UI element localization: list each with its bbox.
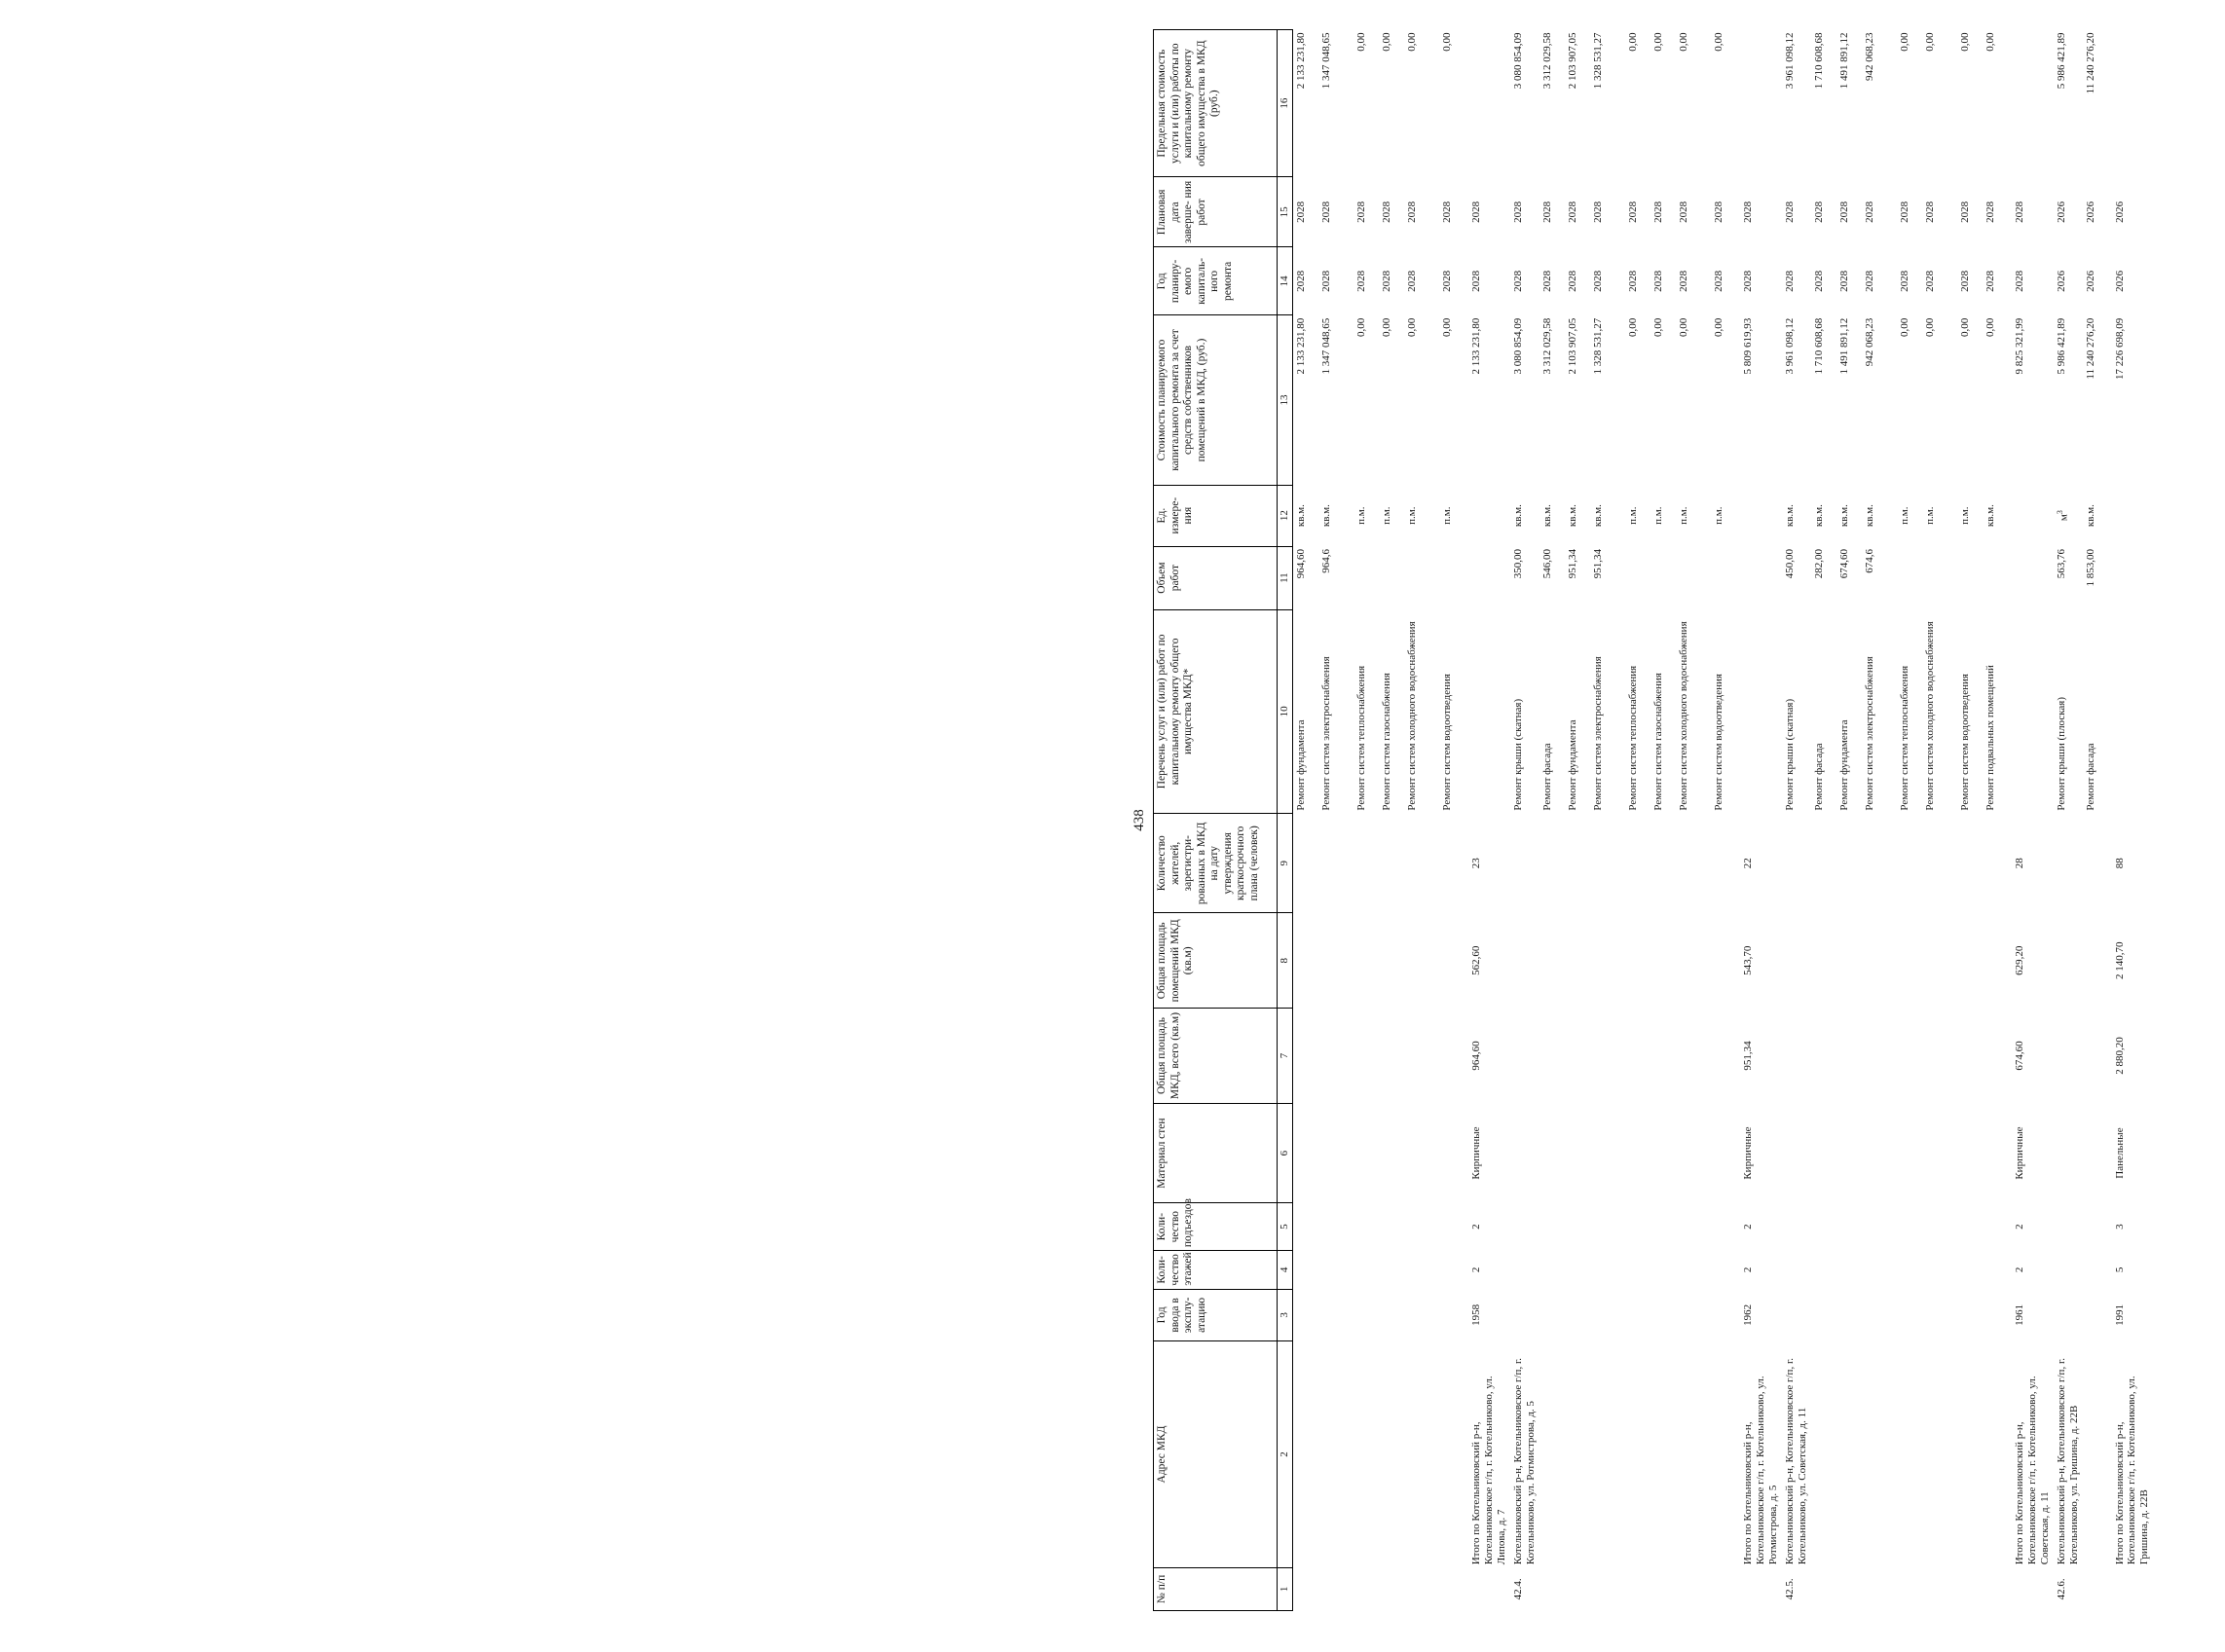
work-unit: кв.м. <box>1511 504 1524 528</box>
work-unit: п.м. <box>1898 506 1910 525</box>
floors: 2 <box>2013 1267 2025 1273</box>
table-row <box>1318 30 1354 1611</box>
unit-exponent: 3 <box>2055 510 2064 515</box>
work-type: Ремонт фасада <box>2084 743 2096 811</box>
completion-date: 2028 <box>1958 201 1971 223</box>
repair-year: 2028 <box>1837 270 1850 292</box>
work-cost: 1 328 531,27 <box>1591 317 1604 375</box>
work-volume: 350,00 <box>1511 549 1524 579</box>
completion-date: 2028 <box>1783 201 1796 223</box>
floors: 5 <box>2113 1267 2126 1273</box>
work-volume <box>1711 546 1736 609</box>
completion-date: 2028 <box>1837 201 1850 223</box>
total-label: Итого по Котельниковский р-н, Котельниковское г/п, г. Котельниково, ул. Липова, д. 7 <box>1469 1376 1507 1565</box>
limit-cost: 0,00 <box>1380 32 1392 52</box>
work-volume: 450,00 <box>1783 549 1796 579</box>
completion-date: 2028 <box>1405 201 1418 223</box>
work-volume <box>1650 546 1676 609</box>
limit-cost: 0,00 <box>1626 32 1639 52</box>
row-number: 42.4. <box>1511 1578 1524 1600</box>
building-address: Котельниковский р-н, Котельниковское г/п, г. Котельниково, ул. Советская, д. 11 <box>1783 1358 1808 1565</box>
year-built: 1962 <box>1741 1303 1754 1326</box>
table-row <box>1590 30 1625 1611</box>
limit-cost: 0,00 <box>1405 32 1418 52</box>
work-volume <box>1957 546 1983 609</box>
column-number: 6 <box>1278 1103 1293 1202</box>
building-address: Котельниковский р-н, Котельниковское г/п, г. Котельниково, ул. Ротмистрова, д. 5 <box>1511 1358 1537 1565</box>
work-cost: 0,00 <box>1898 317 1910 337</box>
total-cost: 17 226 698,09 <box>2113 317 2126 380</box>
header-cell: Количество жителей, зарегистри- рованных в МКД на дату утверждения краткосрочного плана (человек) <box>1154 814 1278 913</box>
table-row <box>1404 30 1439 1611</box>
header-cell: Коли- чество этажей <box>1154 1251 1278 1290</box>
work-unit: п.м. <box>1923 506 1936 525</box>
work-volume: 674,6 <box>1863 549 1875 573</box>
completion-date: 2026 <box>2084 201 2096 223</box>
repair-year: 2028 <box>1898 270 1910 292</box>
rooms-area: 2 140,70 <box>2113 941 2126 980</box>
work-type: Ремонт систем водоотведения <box>1440 674 1453 811</box>
table-row <box>1811 30 1836 1611</box>
wall-material: Кирпичные <box>1741 1126 1754 1180</box>
header-cell: Перечень услуг и (или) работ по капитальному ремонту общего имущества МКД* <box>1154 609 1278 813</box>
limit-cost: 11 240 276,20 <box>2084 32 2096 94</box>
column-number: 2 <box>1278 1341 1293 1568</box>
work-cost: 2 103 907,05 <box>1566 317 1578 375</box>
wall-material: Кирпичные <box>1469 1126 1482 1180</box>
work-type: Ремонт систем холодного водоснабжения <box>1405 621 1418 811</box>
work-cost: 2 133 231,80 <box>1294 317 1307 375</box>
work-type: Ремонт фундамента <box>1294 719 1307 811</box>
completion-date: 2028 <box>1469 201 1482 223</box>
table-row <box>1354 30 1379 1611</box>
header-cell: Год планиру- емого капиталь- ного ремонта <box>1154 247 1278 315</box>
work-type: Ремонт крыши (плоская) <box>2055 696 2067 811</box>
residents: 88 <box>2113 858 2126 869</box>
repair-year: 2028 <box>1380 270 1392 292</box>
repair-year: 2028 <box>1294 270 1307 292</box>
column-number: 7 <box>1278 1009 1293 1104</box>
total-row <box>2108 30 2154 1611</box>
work-unit: кв.м. <box>1540 504 1553 528</box>
work-type: Ремонт систем холодного водоснабжения <box>1677 621 1689 811</box>
work-volume <box>1625 546 1650 609</box>
completion-date: 2028 <box>1566 201 1578 223</box>
header-cell: Коли- чество подъездов <box>1154 1203 1278 1251</box>
repair-year: 2028 <box>1511 270 1524 292</box>
completion-date: 2028 <box>1741 201 1754 223</box>
repair-year: 2026 <box>2055 270 2067 292</box>
repair-year: 2028 <box>1863 270 1875 292</box>
residents: 23 <box>1469 858 1482 869</box>
work-volume: 964,6 <box>1319 549 1332 573</box>
residents: 22 <box>1741 858 1754 869</box>
header-cell: Объем работ <box>1154 546 1278 609</box>
work-unit: кв.м. <box>2084 504 2096 528</box>
work-type: Ремонт систем теплоснабжения <box>1898 665 1910 811</box>
repair-year: 2028 <box>1319 270 1332 292</box>
entrances: 2 <box>2013 1224 2025 1230</box>
completion-date: 2028 <box>1812 201 1825 223</box>
limit-cost: 0,00 <box>1712 32 1724 52</box>
column-number-row <box>1278 30 1293 1611</box>
rooms-area: 543,70 <box>1741 945 1754 975</box>
total-row <box>1465 30 1510 1611</box>
work-type: Ремонт систем холодного водоснабжения <box>1923 621 1936 811</box>
column-number: 8 <box>1278 913 1293 1009</box>
total-cost: 5 809 619,93 <box>1741 317 1754 375</box>
total-label: Итого по Котельниковский р-н, Котельниковское г/п, г. Котельниково, ул. Гришина, д. 22В <box>2113 1376 2151 1565</box>
repair-year: 2028 <box>1783 270 1796 292</box>
repair-year: 2028 <box>1677 270 1689 292</box>
work-volume <box>1676 546 1711 609</box>
table-row <box>1625 30 1650 1611</box>
limit-cost: 3 961 098,12 <box>1783 32 1796 90</box>
table-row <box>1539 30 1565 1611</box>
building-address: Котельниковский р-н, Котельниковское г/п, г. Котельниково, ул. Гришина, д. 22В <box>2055 1358 2080 1565</box>
header-cell: Стоимость планируемого капитального ремонта за счет средств собственников помещений в МКД, (руб.) <box>1154 315 1278 485</box>
table-row <box>1897 30 1922 1611</box>
completion-date: 2028 <box>1923 201 1936 223</box>
total-area: 964,60 <box>1469 1041 1482 1071</box>
limit-cost: 0,00 <box>1898 32 1910 52</box>
completion-date: 2028 <box>2013 201 2025 223</box>
completion-date: 2028 <box>1440 201 1453 223</box>
completion-date: 2028 <box>1863 201 1875 223</box>
total-label: Итого по Котельниковский р-н, Котельниковское г/п, г. Котельниково, ул. Советская, д. 11 <box>2013 1376 2051 1565</box>
repair-year: 2028 <box>1626 270 1639 292</box>
work-cost: 0,00 <box>1677 317 1689 337</box>
completion-date: 2028 <box>1626 201 1639 223</box>
work-type: Ремонт подвальных помещений <box>1984 665 1996 811</box>
limit-cost: 0,00 <box>1440 32 1453 52</box>
work-volume: 674,60 <box>1837 549 1850 579</box>
column-number: 15 <box>1278 177 1293 247</box>
entrances: 2 <box>1469 1224 1482 1230</box>
total-row <box>1736 30 1782 1611</box>
header-cell: Адрес МКД <box>1154 1341 1278 1568</box>
limit-cost: 0,00 <box>1958 32 1971 52</box>
work-cost: 3 961 098,12 <box>1783 317 1796 375</box>
table-row <box>1379 30 1404 1611</box>
work-unit: п.м. <box>1405 506 1418 525</box>
total-area: 674,60 <box>2013 1041 2025 1071</box>
table-row <box>1957 30 1983 1611</box>
work-unit: п.м. <box>1651 506 1664 525</box>
column-number: 16 <box>1278 30 1293 177</box>
rooms-area: 562,60 <box>1469 945 1482 975</box>
completion-date: 2028 <box>1511 201 1524 223</box>
work-unit: п.м. <box>1380 506 1392 525</box>
limit-cost: 2 133 231,80 <box>1294 32 1307 90</box>
work-type: Ремонт фундамента <box>1566 719 1578 811</box>
work-volume: 964,60 <box>1294 549 1307 579</box>
page-number: 438 <box>1131 809 1147 831</box>
completion-date: 2028 <box>1651 201 1664 223</box>
column-number: 1 <box>1278 1567 1293 1610</box>
work-unit: п.м. <box>1677 506 1689 525</box>
wall-material: Кирпичные <box>2013 1126 2025 1180</box>
completion-date: 2028 <box>1984 201 1996 223</box>
work-unit: п.м. <box>1712 506 1724 525</box>
work-unit: кв.м. <box>1984 504 1996 528</box>
header-cell: Общая площадь помещений МКД (кв.м) <box>1154 913 1278 1009</box>
repair-year: 2028 <box>1540 270 1553 292</box>
table-row <box>2083 30 2108 1611</box>
work-cost: 942 068,23 <box>1863 317 1875 367</box>
repair-year: 2028 <box>1712 270 1724 292</box>
completion-date: 2028 <box>1319 201 1332 223</box>
column-number: 10 <box>1278 609 1293 813</box>
work-cost: 11 240 276,20 <box>2084 317 2096 380</box>
limit-cost: 0,00 <box>1651 32 1664 52</box>
row-number: 42.5. <box>1783 1578 1796 1600</box>
work-unit: п.м. <box>1440 506 1453 525</box>
work-type: Ремонт фундамента <box>1837 719 1850 811</box>
total-row <box>2008 30 2054 1611</box>
table-row <box>1782 30 1811 1611</box>
completion-date: 2028 <box>1898 201 1910 223</box>
residents: 28 <box>2013 858 2025 869</box>
header-cell: Год ввода в эксплу- атацию <box>1154 1289 1278 1341</box>
work-cost: 0,00 <box>1354 317 1367 337</box>
repair-year: 2026 <box>2084 270 2096 292</box>
table-row <box>1439 30 1465 1611</box>
total-area: 951,34 <box>1741 1041 1754 1071</box>
completion-date: 2028 <box>1380 201 1392 223</box>
total-cost: 9 825 321,99 <box>2013 317 2025 375</box>
work-type: Ремонт фасада <box>1812 743 1825 811</box>
table-row <box>1711 30 1736 1611</box>
repair-year: 2028 <box>2013 270 2025 292</box>
table-row <box>1650 30 1676 1611</box>
limit-cost: 1 347 048,65 <box>1319 32 1332 90</box>
column-number: 5 <box>1278 1203 1293 1251</box>
header-cell: Ед. измере- ния <box>1154 485 1278 546</box>
table-row <box>1862 30 1897 1611</box>
work-type: Ремонт систем водоотведения <box>1712 674 1724 811</box>
limit-cost: 942 068,23 <box>1863 32 1875 81</box>
column-number: 12 <box>1278 485 1293 546</box>
work-cost: 0,00 <box>1712 317 1724 337</box>
completion-date: 2028 <box>1591 201 1604 223</box>
limit-cost: 5 986 421,89 <box>2055 32 2067 90</box>
year-built: 1958 <box>1469 1303 1482 1326</box>
repair-year: 2028 <box>1958 270 1971 292</box>
work-type: Ремонт крыши (скатная) <box>1511 698 1524 811</box>
repair-year: 2028 <box>1651 270 1664 292</box>
work-volume <box>1983 546 2008 609</box>
work-volume: 951,34 <box>1566 549 1578 579</box>
repair-year: 2028 <box>1469 270 1482 292</box>
table-row <box>1676 30 1711 1611</box>
column-number: 14 <box>1278 247 1293 315</box>
row-number: 42.6. <box>2055 1578 2067 1600</box>
table-row <box>1922 30 1957 1611</box>
total-area: 2 880,20 <box>2113 1037 2126 1075</box>
header-cell: Плановая дата заверше- ния работ <box>1154 177 1278 247</box>
work-type: Ремонт фасада <box>1540 743 1553 811</box>
total-label: Итого по Котельниковский р-н, Котельниковское г/п, г. Котельниково, ул. Ротмистрова, д. 5 <box>1741 1376 1779 1565</box>
table-row <box>1510 30 1539 1611</box>
table-row <box>2054 30 2083 1611</box>
year-built: 1961 <box>2013 1303 2025 1326</box>
work-volume: 951,34 <box>1591 549 1604 579</box>
work-cost: 0,00 <box>1440 317 1453 337</box>
work-type: Ремонт систем водоотведения <box>1958 674 1971 811</box>
work-cost: 1 347 048,65 <box>1319 317 1332 375</box>
table-row <box>1292 30 1318 1611</box>
column-number: 11 <box>1278 546 1293 609</box>
column-number: 3 <box>1278 1289 1293 1341</box>
work-unit: п.м. <box>1958 506 1971 525</box>
work-cost: 0,00 <box>1984 317 1996 337</box>
limit-cost: 3 312 029,58 <box>1540 32 1553 90</box>
limit-cost: 2 103 907,05 <box>1566 32 1578 90</box>
unit-m: м <box>2058 514 2070 522</box>
completion-date: 2028 <box>1677 201 1689 223</box>
repair-year: 2026 <box>2113 270 2126 292</box>
work-type: Ремонт систем теплоснабжения <box>1354 665 1367 811</box>
work-cost: 0,00 <box>1405 317 1418 337</box>
work-unit: п.м. <box>1626 506 1639 525</box>
total-cost: 2 133 231,80 <box>1469 317 1482 375</box>
work-type: Ремонт систем теплоснабжения <box>1626 665 1639 811</box>
header-cell: Предельная стоимость услуги и (или) работы по капитальному ремонту общего имущества в МКД (руб.) <box>1154 30 1278 177</box>
work-type: Ремонт систем газоснабжения <box>1380 673 1392 811</box>
year-built: 1991 <box>2113 1303 2126 1326</box>
work-cost: 0,00 <box>1626 317 1639 337</box>
completion-date: 2026 <box>2055 201 2067 223</box>
work-volume <box>1354 546 1379 609</box>
table-row <box>1836 30 1862 1611</box>
completion-date: 2028 <box>1540 201 1553 223</box>
column-number: 4 <box>1278 1251 1293 1290</box>
repair-year: 2028 <box>1591 270 1604 292</box>
work-unit: кв.м. <box>1812 504 1825 528</box>
work-unit: кв.м. <box>1783 504 1796 528</box>
work-type: Ремонт систем электроснабжения <box>1591 656 1604 811</box>
work-volume <box>1897 546 1922 609</box>
header-cell: Общая площадь МКД, всего (кв.м) <box>1154 1009 1278 1104</box>
work-type: Ремонт систем электроснабжения <box>1319 656 1332 811</box>
work-volume <box>1922 546 1957 609</box>
repair-year: 2028 <box>1405 270 1418 292</box>
limit-cost: 0,00 <box>1677 32 1689 52</box>
work-volume: 546,00 <box>1540 549 1553 579</box>
entrances: 3 <box>2113 1224 2126 1230</box>
work-type: Ремонт систем электроснабжения <box>1863 656 1875 811</box>
work-unit: кв.м. <box>1294 504 1307 528</box>
repair-year: 2028 <box>1440 270 1453 292</box>
work-volume: 563,76 <box>2055 549 2067 579</box>
work-unit: кв.м. <box>1837 504 1850 528</box>
header-cell: № п/п <box>1154 1567 1278 1610</box>
completion-date: 2028 <box>1354 201 1367 223</box>
completion-date: 2028 <box>1712 201 1724 223</box>
work-unit: кв.м. <box>1566 504 1578 528</box>
work-cost: 1 491 891,12 <box>1837 317 1850 375</box>
floors: 2 <box>1469 1267 1482 1273</box>
work-cost: 1 710 608,68 <box>1812 317 1825 375</box>
column-number: 9 <box>1278 814 1293 913</box>
repair-year: 2028 <box>1984 270 1996 292</box>
limit-cost: 0,00 <box>1354 32 1367 52</box>
work-cost: 3 312 029,58 <box>1540 317 1553 375</box>
work-cost: 3 080 854,09 <box>1511 317 1524 375</box>
completion-date: 2028 <box>1294 201 1307 223</box>
work-volume: 282,00 <box>1812 549 1825 579</box>
repair-year: 2028 <box>1812 270 1825 292</box>
work-cost: 0,00 <box>1923 317 1936 337</box>
entrances: 2 <box>1741 1224 1754 1230</box>
work-type: Ремонт систем газоснабжения <box>1651 673 1664 811</box>
capital-repair-table <box>1153 29 2153 1611</box>
table-row <box>1983 30 2008 1611</box>
work-cost: 5 986 421,89 <box>2055 317 2067 375</box>
work-cost: 0,00 <box>1651 317 1664 337</box>
floors: 2 <box>1741 1267 1754 1273</box>
work-unit <box>2054 485 2083 546</box>
header-cell: Материал стен <box>1154 1103 1278 1202</box>
repair-year: 2028 <box>1354 270 1367 292</box>
repair-year: 2028 <box>1566 270 1578 292</box>
limit-cost: 0,00 <box>1984 32 1996 52</box>
work-cost: 0,00 <box>1958 317 1971 337</box>
header-row <box>1154 30 1278 1611</box>
work-cost: 0,00 <box>1380 317 1392 337</box>
repair-year: 2028 <box>1923 270 1936 292</box>
table-row <box>1565 30 1590 1611</box>
work-unit: кв.м. <box>1319 504 1332 528</box>
work-volume <box>1439 546 1465 609</box>
work-volume: 1 853,00 <box>2084 549 2096 587</box>
work-type: Ремонт крыши (скатная) <box>1783 698 1796 811</box>
limit-cost: 3 080 854,09 <box>1511 32 1524 90</box>
work-unit: п.м. <box>1354 506 1367 525</box>
work-unit: кв.м. <box>1863 504 1875 528</box>
limit-cost: 0,00 <box>1923 32 1936 52</box>
repair-year: 2028 <box>1741 270 1754 292</box>
rotated-page <box>1131 29 2225 1611</box>
limit-cost: 1 328 531,27 <box>1591 32 1604 90</box>
work-volume <box>1379 546 1404 609</box>
limit-cost: 1 491 891,12 <box>1837 32 1850 90</box>
column-number: 13 <box>1278 315 1293 485</box>
rooms-area: 629,20 <box>2013 945 2025 975</box>
limit-cost: 1 710 608,68 <box>1812 32 1825 90</box>
wall-material: Панельные <box>2113 1127 2126 1179</box>
work-unit: кв.м. <box>1591 504 1604 528</box>
work-volume <box>1404 546 1439 609</box>
completion-date: 2026 <box>2113 201 2126 223</box>
